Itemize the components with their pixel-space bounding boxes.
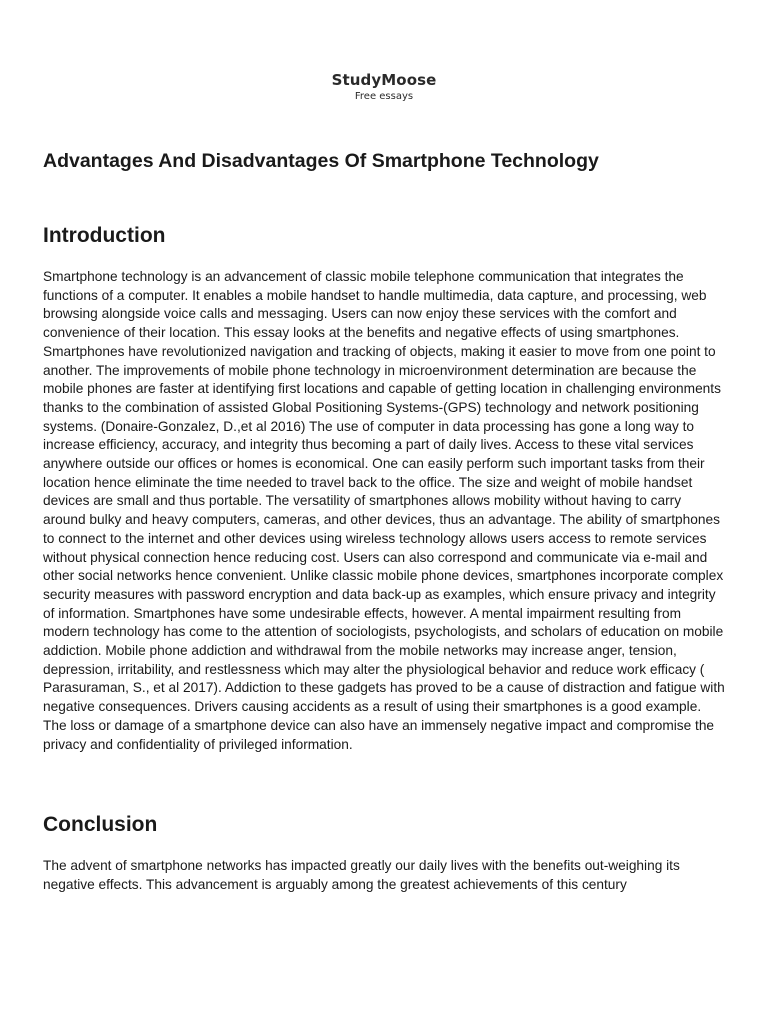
conclusion-paragraph: The advent of smartphone networks has impacted greatly our daily lives with the benefits out-weighing its negative effects. This advancement is arguably among the greatest achievements of this century <box>43 858 680 892</box>
site-header <box>0 70 768 104</box>
section-heading-conclusion: Conclusion <box>43 813 158 836</box>
section-heading-introduction: Introduction <box>43 224 166 247</box>
brand-logo-text[interactable]: StudyMoose <box>331 71 437 89</box>
brand-tagline: Free essays <box>354 91 414 102</box>
introduction-paragraph: Smartphone technology is an advancement of classic mobile telephone communication that integrates the functions of a computer. It enables a mobile handset to handle multimedia, data capture, and processing, web browsing alongside voice calls and messaging. Users can now enjoy these services with the comfort and convenience of their location. This essay looks at the benefits and negative effects of using smartphones. Smartphones have revolutionized navigation and tracking of objects, making it easier to move from one point to another. The improvements of mobile phone technology in microenvironment determination are because the mobile phones are faster at identifying first locations and capable of getting location in challenging environments thanks to the combination of assisted Global Positioning Systems-(GPS) technology and network positioning systems. (Donaire-Gonzalez, D.,et al 2016) The use of computer in data processing has gone a long way to increase efficiency, accuracy, and integrity thus becoming a part of daily lives. Access to these vital services anywhere outside our offices or homes is economical. One can easily perform such important tasks from their location hence eliminate the time needed to travel back to the office. The size and weight of mobile handset devices are small and thus portable. The versatility of smartphones allows mobility without having to carry around bulky and heavy computers, cameras, and other devices, thus an advantage. The ability of smartphones to connect to the internet and other devices using wireless technology allows users access to remote services without physical connection hence reducing cost. Users can also correspond and communicate via e-mail and other social networks hence convenient. Unlike classic mobile phone devices, smartphones incorporate complex security measures with password encryption and data back-up as examples, which ensure privacy and integrity of information. Smartphones have some undesirable effects, however. A mental impairment resulting from modern technology has come to the attention of sociologists, psychologists, and scholars of education on mobile addiction. Mobile phone addiction and withdrawal from the mobile networks may increase anger, tension, depression, irritability, and restlessness which may alter the physiological behavior and reduce work efficacy ( Parasuraman, S., et al 2017). Addiction to these gadgets has proved to be a cause of distraction and fatigue with negative consequences. Drivers causing accidents as a result of using their smartphones is a good example. The loss or damage of a smartphone device can also have an immensely negative impact and compromise the privacy and confidentiality of privileged information. <box>43 269 725 752</box>
document-title: Advantages And Disadvantages Of Smartphone Technology <box>43 150 599 172</box>
